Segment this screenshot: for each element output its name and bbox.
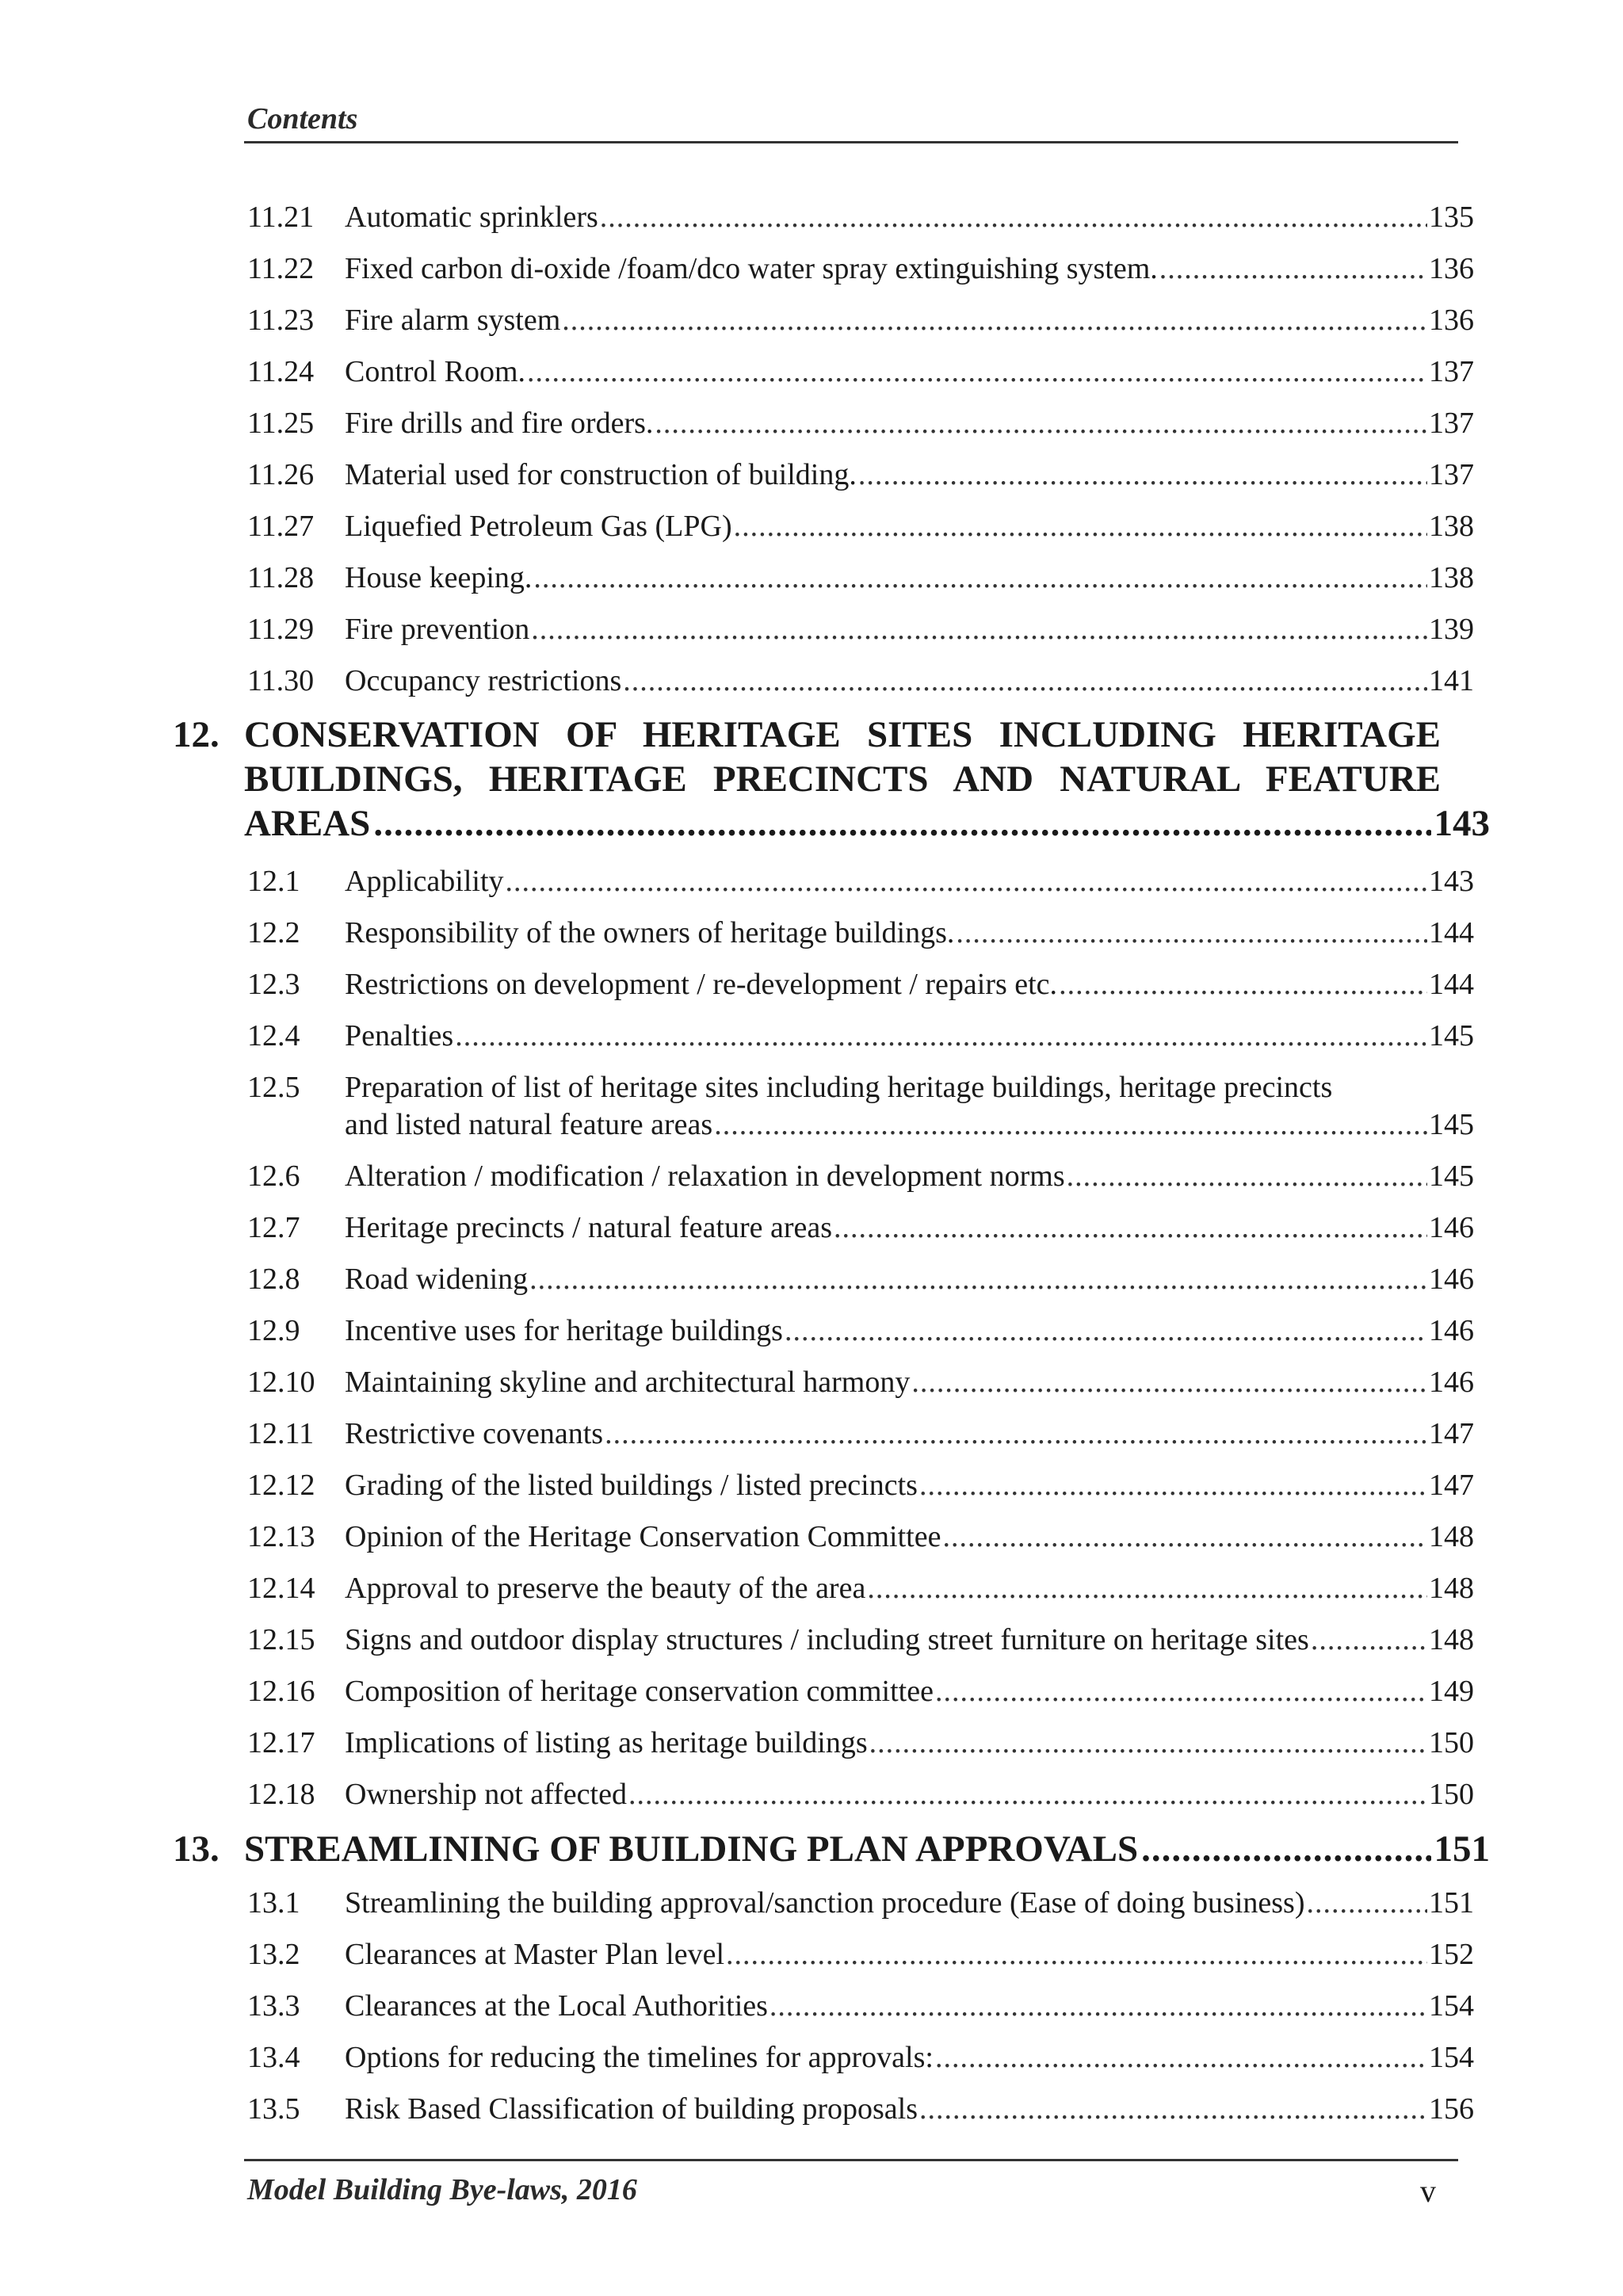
toc-entry-page: 146 xyxy=(1429,1211,1474,1244)
header-title: Contents xyxy=(247,102,358,136)
toc-entry-number: 12.17 xyxy=(247,1726,315,1759)
footer-title: Model Building Bye-laws, 2016 xyxy=(247,2173,637,2206)
chapter-page: 151 xyxy=(1434,1828,1490,1870)
toc-entry-label: Fire prevention xyxy=(345,613,530,646)
dot-leader xyxy=(529,1259,1427,1300)
toc-entry-label: Responsibility of the owners of heritage buildings. xyxy=(345,916,955,949)
toc-entry-page: 151 xyxy=(1429,1886,1474,1920)
toc-entry-number: 12.16 xyxy=(247,1675,315,1708)
toc-entry-number: 12.18 xyxy=(247,1778,315,1811)
toc-entry-number: 12.14 xyxy=(247,1572,315,1605)
toc-entry[interactable] xyxy=(244,2037,1474,2078)
dot-leader xyxy=(956,912,1427,953)
toc-entry-number: 11.29 xyxy=(247,613,315,646)
toc-entry[interactable] xyxy=(244,1619,1474,1660)
toc-entry-page: 135 xyxy=(1429,201,1474,234)
toc-entry[interactable] xyxy=(244,1516,1474,1557)
toc-entry-page: 156 xyxy=(1429,2092,1474,2126)
toc-entry-page: 143 xyxy=(1429,865,1474,898)
toc-entry[interactable] xyxy=(244,557,1474,598)
dot-leader xyxy=(562,300,1427,341)
toc-entry-number: 12.13 xyxy=(247,1520,315,1553)
toc-entry-label: Risk Based Classification of building proposals xyxy=(345,2092,918,2126)
toc-entry[interactable] xyxy=(244,1156,1474,1197)
toc-entry[interactable] xyxy=(244,1985,1474,2027)
dot-leader xyxy=(867,1568,1427,1609)
dot-leader xyxy=(623,660,1427,701)
toc-entry-number: 13.4 xyxy=(247,2041,300,2074)
toc-entry-label: Maintaining skyline and architectural harmony xyxy=(345,1366,911,1399)
toc-entry-label: Applicability xyxy=(345,865,504,898)
toc-entry-number: 12.1 xyxy=(247,865,300,898)
toc-entry[interactable] xyxy=(244,1671,1474,1712)
toc-entry-page: 148 xyxy=(1429,1572,1474,1605)
toc-entry-page: 141 xyxy=(1429,664,1474,697)
toc-entry[interactable] xyxy=(244,506,1474,547)
dot-leader xyxy=(858,454,1427,495)
toc-entry[interactable] xyxy=(244,1067,1474,1146)
toc-entry-number: 13.1 xyxy=(247,1886,300,1920)
dot-leader xyxy=(600,197,1427,238)
toc-entry-label: House keeping. xyxy=(345,561,533,594)
toc-entry-number: 11.24 xyxy=(247,355,315,388)
dot-leader xyxy=(533,557,1427,598)
toc-entry-page: 147 xyxy=(1429,1469,1474,1502)
toc-entry-number: 12.2 xyxy=(247,916,300,949)
toc-entry-number: 12.7 xyxy=(247,1211,300,1244)
toc-entry-number: 12.15 xyxy=(247,1623,315,1656)
toc-entry-label: Fixed carbon di-oxide /foam/dco water spray extinguishing system. xyxy=(345,252,1158,285)
chapter-title-line-1: CONSERVATION OF HERITAGE SITES INCLUDING HERITAGE xyxy=(244,714,1441,755)
toc-entry-label: Fire alarm system xyxy=(345,304,561,337)
toc-entry-page: 154 xyxy=(1429,1989,1474,2023)
toc-entry-number: 11.26 xyxy=(247,458,315,491)
toc-entry-label: Penalties xyxy=(345,1019,454,1052)
dot-leader xyxy=(1159,248,1427,289)
dot-leader xyxy=(785,1310,1427,1351)
toc-entry-page: 145 xyxy=(1429,1108,1474,1141)
toc-entry[interactable] xyxy=(244,1722,1474,1763)
toc-entry-page: 150 xyxy=(1429,1778,1474,1811)
toc-entry-label: Alteration / modification / relaxation in development norms xyxy=(345,1159,1065,1193)
chapter-number: 13. xyxy=(173,1828,220,1870)
toc-entry-label: Liquefied Petroleum Gas (LPG) xyxy=(345,510,732,543)
toc-entry[interactable] xyxy=(244,351,1474,392)
toc-entry-number: 11.22 xyxy=(247,252,315,285)
toc-entry[interactable] xyxy=(244,1362,1474,1403)
dot-leader xyxy=(919,2088,1427,2130)
toc-entry-label: Grading of the listed buildings / listed precincts xyxy=(345,1469,918,1502)
toc-entry-page: 144 xyxy=(1429,968,1474,1001)
chapter-page: 143 xyxy=(1434,803,1490,844)
chapter-12-heading[interactable] xyxy=(158,712,1490,854)
toc-entry-label: Streamlining the building approval/sanction procedure (Ease of doing business) xyxy=(345,1886,1305,1920)
toc-entry-page: 139 xyxy=(1429,613,1474,646)
toc-entry-page: 137 xyxy=(1429,355,1474,388)
toc-entry[interactable] xyxy=(244,1310,1474,1351)
toc-entry-label: Automatic sprinklers xyxy=(345,201,598,234)
chapter-title: STREAMLINING OF BUILDING PLAN APPROVALS xyxy=(244,1828,1139,1870)
dot-leader xyxy=(655,403,1427,444)
toc-entry-label: Approval to preserve the beauty of the area xyxy=(345,1572,866,1605)
chapter-13-heading[interactable] xyxy=(158,1826,1490,1874)
dot-leader xyxy=(769,1985,1427,2027)
toc-entry-page: 149 xyxy=(1429,1675,1474,1708)
dot-leader xyxy=(605,1413,1427,1454)
toc-entry-page: 147 xyxy=(1429,1417,1474,1450)
dot-leader xyxy=(527,351,1427,392)
dot-leader xyxy=(935,1671,1427,1712)
toc-entry-page: 138 xyxy=(1429,561,1474,594)
toc-entry-page: 144 xyxy=(1429,916,1474,949)
toc-entry-number: 13.3 xyxy=(247,1989,300,2023)
dot-leader xyxy=(628,1774,1427,1815)
dot-leader xyxy=(714,1104,1427,1145)
toc-entry[interactable] xyxy=(244,1465,1474,1506)
dot-leader xyxy=(919,1465,1427,1506)
toc-entry-number: 11.27 xyxy=(247,510,315,543)
page-footer xyxy=(244,2159,1458,2225)
toc-entry-label: Fire drills and fire orders. xyxy=(345,407,654,440)
toc-entry-page: 152 xyxy=(1429,1938,1474,1971)
toc-entry-number: 11.21 xyxy=(247,201,315,234)
toc-entry-label: Signs and outdoor display structures / including street furniture on heritage sites xyxy=(345,1623,1309,1656)
toc-entry-label: Options for reducing the timelines for approvals: xyxy=(345,2041,934,2074)
toc-entry-number: 12.12 xyxy=(247,1469,315,1502)
toc-entry-label: Incentive uses for heritage buildings xyxy=(345,1314,783,1347)
toc-entry[interactable] xyxy=(244,1207,1474,1248)
toc-entry-number: 13.5 xyxy=(247,2092,300,2126)
page-header xyxy=(244,97,1458,143)
toc-entry[interactable] xyxy=(244,1774,1474,1815)
dot-leader xyxy=(726,1934,1427,1975)
toc-entry-number: 11.28 xyxy=(247,561,315,594)
toc-entry[interactable] xyxy=(244,2088,1474,2130)
toc-entry[interactable] xyxy=(244,660,1474,701)
toc-entry[interactable] xyxy=(244,1568,1474,1609)
toc-entry-page: 137 xyxy=(1429,458,1474,491)
toc-entry-label: Clearances at the Local Authorities xyxy=(345,1989,768,2023)
toc-entry-page: 145 xyxy=(1429,1019,1474,1052)
toc-entry[interactable] xyxy=(244,1882,1474,1924)
toc-entry-label: Ownership not affected xyxy=(345,1778,627,1811)
toc-entry-page: 154 xyxy=(1429,2041,1474,2074)
toc-entry[interactable] xyxy=(244,300,1474,341)
toc-entry[interactable] xyxy=(244,1934,1474,1975)
chapter-number: 12. xyxy=(173,714,220,755)
dot-leader xyxy=(455,1015,1427,1056)
toc-entry-label-line-1: Preparation of list of heritage sites including heritage buildings, heritage precincts xyxy=(345,1071,1333,1104)
toc-entry-number: 12.10 xyxy=(247,1366,315,1399)
chapter-title-line-2: BUILDINGS, HERITAGE PRECINCTS AND NATURAL FEATURE xyxy=(244,758,1441,800)
toc-entry-page: 137 xyxy=(1429,407,1474,440)
toc-entry-page: 146 xyxy=(1429,1366,1474,1399)
toc-entry-label: Heritage precincts / natural feature areas xyxy=(345,1211,833,1244)
toc-entry[interactable] xyxy=(244,1413,1474,1454)
toc-entry-page: 148 xyxy=(1429,1623,1474,1656)
dot-leader xyxy=(373,800,1430,846)
toc-entry-page: 150 xyxy=(1429,1726,1474,1759)
toc-entry-label-line-2: and listed natural feature areas xyxy=(345,1108,713,1141)
toc-entry[interactable] xyxy=(244,964,1474,1005)
toc-entry-label: Implications of listing as heritage buildings xyxy=(345,1726,868,1759)
toc-entry-page: 136 xyxy=(1429,304,1474,337)
toc-entry-label: Restrictions on development / re-development / repairs etc. xyxy=(345,968,1058,1001)
dot-leader xyxy=(942,1516,1427,1557)
footer-page-number: v xyxy=(1420,2173,1436,2209)
toc-entry[interactable] xyxy=(244,912,1474,953)
dot-leader xyxy=(1311,1619,1427,1660)
dot-leader xyxy=(1067,1156,1427,1197)
toc-entry[interactable] xyxy=(244,1015,1474,1056)
toc-entry-page: 146 xyxy=(1429,1314,1474,1347)
toc-entry-number: 12.6 xyxy=(247,1159,300,1193)
toc-entry-number: 12.3 xyxy=(247,968,300,1001)
toc-entry-number: 11.30 xyxy=(247,664,315,697)
dot-leader xyxy=(531,609,1427,650)
toc-entry[interactable] xyxy=(244,861,1474,902)
toc-entry-page: 136 xyxy=(1429,252,1474,285)
toc-entry-number: 12.8 xyxy=(247,1263,300,1296)
toc-entry-number: 11.23 xyxy=(247,304,315,337)
dot-leader xyxy=(734,506,1427,547)
toc-entry-page: 138 xyxy=(1429,510,1474,543)
toc-entry-label: Opinion of the Heritage Conservation Committee xyxy=(345,1520,941,1553)
toc-entry[interactable] xyxy=(244,454,1474,495)
toc-entry-number: 12.4 xyxy=(247,1019,300,1052)
toc-entry[interactable] xyxy=(244,403,1474,444)
toc-entry[interactable] xyxy=(244,1259,1474,1300)
toc-entry-label: Material used for construction of building. xyxy=(345,458,857,491)
dot-leader xyxy=(1307,1882,1428,1924)
dot-leader xyxy=(506,861,1427,902)
toc-entry-page: 146 xyxy=(1429,1263,1474,1296)
toc-entry-label: Occupancy restrictions xyxy=(345,664,622,697)
toc-entry-number: 12.5 xyxy=(247,1071,300,1104)
chapter-title-line-3: AREAS xyxy=(244,803,371,844)
toc-entry-number: 12.11 xyxy=(247,1417,315,1450)
toc-entry[interactable] xyxy=(244,197,1474,238)
dot-leader xyxy=(1059,964,1427,1005)
toc-entry-label: Road widening xyxy=(345,1263,529,1296)
toc-entry-label: Clearances at Master Plan level xyxy=(345,1938,725,1971)
toc-entry-page: 145 xyxy=(1429,1159,1474,1193)
toc-entry-page: 148 xyxy=(1429,1520,1474,1553)
toc-entry-label: Control Room. xyxy=(345,355,526,388)
dot-leader xyxy=(869,1722,1427,1763)
dot-leader xyxy=(911,1362,1427,1403)
dot-leader xyxy=(935,2037,1427,2078)
toc-entry-label: Restrictive covenants xyxy=(345,1417,604,1450)
toc-entry[interactable] xyxy=(244,248,1474,289)
dot-leader xyxy=(834,1207,1427,1248)
toc-entry-number: 12.9 xyxy=(247,1314,300,1347)
toc-entry-number: 11.25 xyxy=(247,407,315,440)
toc-entry-number: 13.2 xyxy=(247,1938,300,1971)
toc-entry-label: Composition of heritage conservation committee xyxy=(345,1675,934,1708)
dot-leader xyxy=(1141,1826,1430,1872)
toc-entry[interactable] xyxy=(244,609,1474,650)
